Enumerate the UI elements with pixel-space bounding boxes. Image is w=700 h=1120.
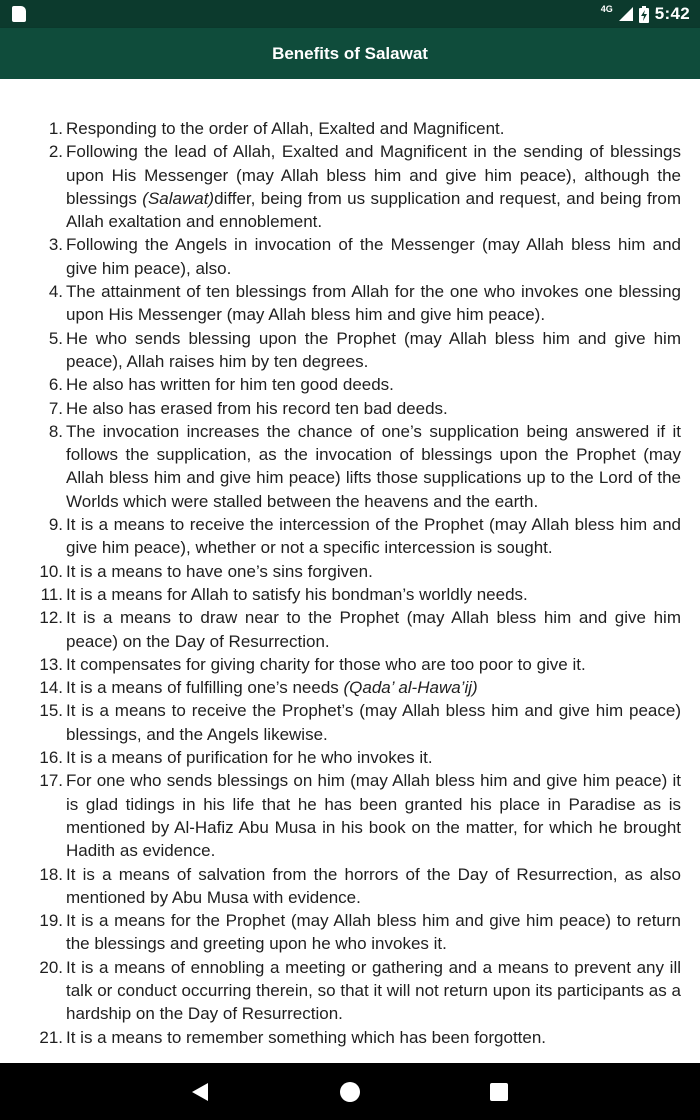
list-item	[0, 140, 700, 233]
list-item	[0, 397, 700, 420]
list-item	[0, 1026, 700, 1049]
clock: 5:42	[654, 4, 690, 23]
list-item	[0, 117, 700, 140]
list-item-text: He also has written for him ten good deeds.	[66, 375, 394, 395]
list-item-text: He who sends blessing upon the Prophet (may Allah bless him and give him peace), Allah raises him by ten degrees.	[66, 328, 681, 371]
list-item-number: 17.	[39, 771, 63, 791]
list-item	[0, 653, 700, 676]
battery-icon	[639, 6, 649, 23]
home-button[interactable]	[310, 1063, 390, 1120]
list-item	[0, 863, 700, 910]
network-type: 4G	[600, 4, 613, 14]
list-item-text: Following the lead of Allah, Exalted and Magnificent in the sending of blessings upon His Messenger (may Allah bless him and give him peace), although the blessings	[66, 142, 681, 208]
list-item-number: 3.	[48, 235, 63, 255]
list-item-number: 11.	[40, 584, 63, 604]
recents-square-icon	[490, 1083, 508, 1101]
list-item	[0, 583, 700, 606]
list-item	[0, 606, 700, 653]
list-item	[0, 699, 700, 746]
list-item-text: He also has erased from his record ten bad deeds.	[66, 398, 448, 418]
list-item	[0, 560, 700, 583]
list-item-number: 21.	[39, 1027, 63, 1047]
list-item	[0, 420, 700, 513]
list-item	[0, 956, 700, 1026]
list-item-text: The attainment of ten blessings from Allah for the one who invokes one blessing upon His Messenger (may Allah bless him and give him peace).	[66, 282, 681, 325]
list-item-text: It is a means to have one’s sins forgiven.	[66, 561, 373, 581]
list-item	[0, 746, 700, 769]
list-item-number: 10.	[39, 561, 63, 581]
list-item-number: 5.	[48, 328, 63, 348]
list-item-text: It is a means of fulfilling one’s needs	[66, 678, 344, 698]
app-bar	[0, 28, 700, 79]
list-item	[0, 513, 700, 560]
list-item-text: It is a means to remember something which has been forgotten.	[66, 1027, 547, 1047]
list-item-number: 16.	[39, 748, 63, 768]
status-bar	[0, 0, 700, 28]
list-item-number: 18.	[39, 864, 63, 884]
list-item-number: 4.	[48, 282, 63, 302]
list-item	[0, 233, 700, 280]
list-item-text: It is a means of purification for he who invokes it.	[66, 748, 433, 768]
list-item-number: 14.	[39, 678, 63, 698]
list-item	[0, 373, 700, 396]
list-item-italic-term: (Qada’ al-Hawa’ij)	[343, 678, 478, 698]
list-item-number: 8.	[48, 421, 63, 441]
navigation-bar	[0, 1063, 700, 1120]
back-triangle-icon	[191, 1082, 209, 1102]
page-title: Benefits of Salawat	[272, 43, 428, 63]
list-item-text: It is a means for Allah to satisfy his bondman’s worldly needs.	[66, 584, 528, 604]
list-item-number: 6.	[48, 375, 63, 395]
list-item-number: 12.	[39, 608, 63, 628]
list-item-number: 7.	[48, 398, 63, 418]
benefits-list	[0, 117, 700, 1049]
list-item-number: 19.	[39, 911, 63, 931]
list-item-text-continued: differ, being from us supplication and request, and being from Allah exaltation and ennoblement.	[66, 188, 681, 232]
list-item-number: 2.	[48, 142, 63, 162]
list-item-number: 1.	[48, 119, 63, 138]
list-item-text: It is a means to receive the Prophet’s (may Allah bless him and give him peace) blessings, and the Angels likewise.	[66, 701, 681, 744]
list-item	[0, 327, 700, 374]
list-item	[0, 280, 700, 327]
list-item-text: It is a means of salvation from the horrors of the Day of Resurrection, as also mentioned by Abu Musa with evidence.	[66, 864, 681, 907]
list-item	[0, 769, 700, 862]
list-item-text: It is a means to receive the intercession of the Prophet (may Allah bless him and give him peace), whether or not a specific intercession is sought.	[66, 515, 681, 558]
list-item-number: 20.	[39, 957, 63, 977]
list-item-text: Responding to the order of Allah, Exalted and Magnificent.	[66, 119, 505, 138]
sd-card-icon	[12, 6, 26, 22]
list-item-text: It compensates for giving charity for those who are too poor to give it.	[66, 654, 586, 674]
benefits-content[interactable]	[0, 79, 700, 1063]
list-item-text: For one who sends blessings on him (may Allah bless him and give him peace) it is glad tidings in his life that he has been granted his place in Paradise as is mentioned by Al-Hafiz Abu Musa in his book on the matter, for which he brought Hadith as evidence.	[66, 771, 681, 861]
list-item-number: 13.	[39, 654, 63, 674]
list-item-text: The invocation increases the chance of one’s supplication being answered if it follows the supplication, as the invocation of blessings upon the Prophet (may Allah bless him and give him peace) lifts those supplications up to the Lord of the Worlds which were stalled between the heavens and the earth.	[66, 421, 681, 511]
list-item-number: 9.	[48, 515, 63, 535]
list-item-text: Following the Angels in invocation of the Messenger (may Allah bless him and give him peace), also.	[66, 235, 681, 278]
home-circle-icon	[339, 1081, 361, 1103]
recents-button[interactable]	[459, 1063, 539, 1120]
list-item-number: 15.	[39, 701, 63, 721]
list-item	[0, 909, 700, 956]
signal-icon	[619, 7, 633, 21]
list-item-text: It is a means to draw near to the Prophet (may Allah bless him and give him peace) on the Day of Resurrection.	[66, 608, 681, 651]
list-item	[0, 676, 700, 699]
list-item-text: It is a means of ennobling a meeting or gathering and a means to prevent any ill talk or conduct occurring therein, so that it will not return upon its participants as a hardship on the Day of Resurrection.	[66, 957, 681, 1024]
list-item-italic-term: (Salawat)	[142, 188, 215, 208]
back-button[interactable]	[160, 1063, 240, 1120]
list-item-text: It is a means for the Prophet (may Allah bless him and give him peace) to return the blessings and greeting upon he who invokes it.	[66, 911, 681, 954]
